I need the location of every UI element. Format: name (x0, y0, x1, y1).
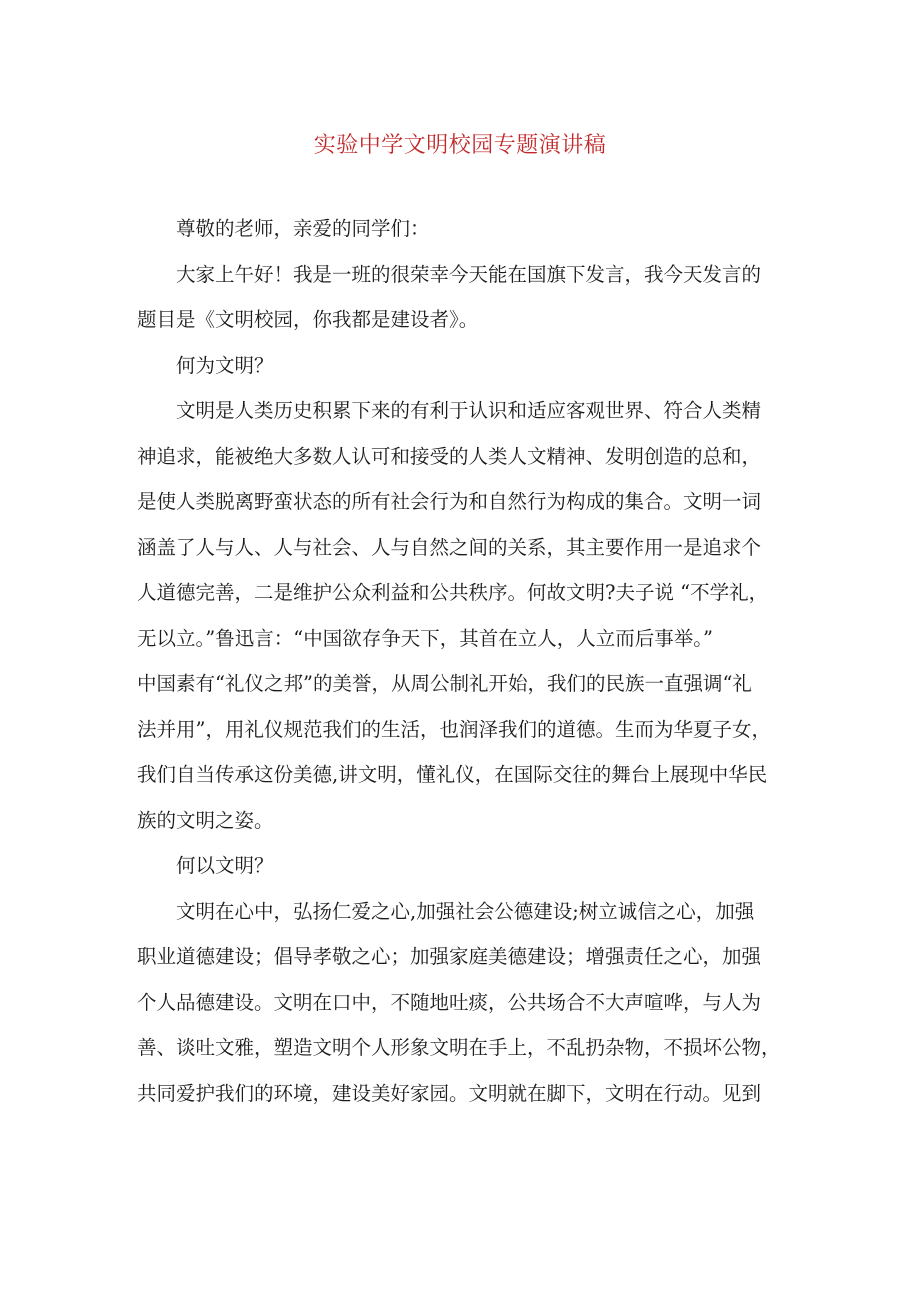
intro-paragraph: 大家上午好！我是一班的很荣幸今天能在国旗下发言，我今天发言的 题目是《文明校园，你我都是建设者》。 (137, 262, 762, 331)
section-heading-what-is-civilization: 何为文明？ (176, 353, 274, 377)
civilization-definition-paragraph: 文明是人类历史积累下来的有利于认识和适应客观世界、符合人类精 神追求，能被绝大多数人认可和接受的人类人文精神、发明创造的总和， 是使人类脱离野蛮状态的所有社会行为和自然行为构成的集合。文明一词 涵盖了人与人、人与社会、人与自然之间的关系，其主要作用一是追求个 人道德完善，二是维护公众利益和公共秩序。何故文明?夫子说 “不学礼， 无以立。”鲁迅言：“中国欲存争天下，其首在立人，人立而后事举。” 中国素有“礼仪之邦”的美誉，从周公制礼开始，我们的民族一直强调“礼 法并用”，用礼仪规范我们的生活，也润泽我们的道德。生而为华夏子女， 我们自当传承这份美德,讲文明，懂礼仪，在国际交往的舞台上展现中华民 族的文明之姿。 (137, 399, 771, 832)
greeting-paragraph: 尊敬的老师，亲爱的同学们： (176, 217, 430, 240)
document-title: 实验中学文明校园专题演讲稿 (313, 133, 607, 158)
document-body (137, 206, 797, 1116)
section-heading-how-civilization: 何以文明？ (176, 854, 274, 877)
civilization-practice-paragraph: 文明在心中，弘扬仁爱之心,加强社会公德建设;树立诚信之心，加强 职业道德建设；倡导孝敬之心；加强家庭美德建设；增强责任之心，加强 个人品德建设。文明在口中，不随地吐痰，公共场合不大声喧哗，与人为 善、谈吐文雅，塑造文明个人形象文明在手上，不乱扔杂物，不损坏公物， 共同爱护我们的环境，建设美好家园。文明就在脚下，文明在行动。见到 (137, 899, 781, 1105)
